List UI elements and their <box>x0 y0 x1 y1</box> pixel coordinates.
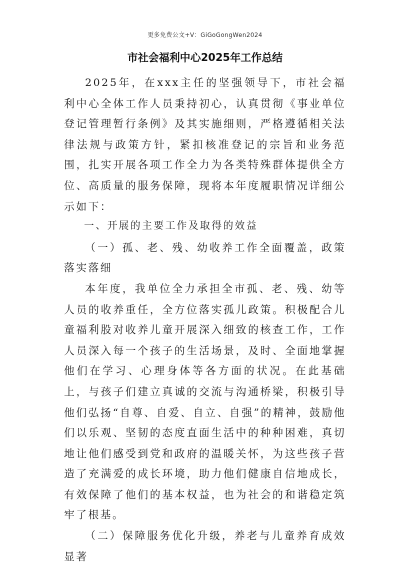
document-body <box>64 73 346 567</box>
section-heading: 一、开展的主要工作及取得的效益 <box>84 221 258 233</box>
intro-paragraph: 2025年，在xxx主任的坚强领导下，市社会福利中心全体工作人员秉持初心，认真贯彻《事业单位登记管理暂行条例》及其实施细则，严格遵循相关法律法规与政策方针，紧扣核准登记的宗旨和业务范围，扎实开展各项工作全力为各类特殊群体提供全方位、高质量的服务保障，现将本年度履职情况详细公示如下： <box>64 77 346 213</box>
subsection-heading-1: （一）孤、老、残、幼收养工作全面覆盖，政策落实落细 <box>64 241 346 275</box>
subsection-1-body: 本年度，我单位全力承担全市孤、老、残、幼等人员的收养重任，全方位落实孤儿政策。积极配合儿童福利股对收养儿童开展深入细致的核查工作，工作人员深入每一个孩子的生活场景，及时、全面地掌握他们在学习、心理身体等各方面的状况。在此基础上，与孩子们建立真诚的交流与沟通桥梁，积极引导他们弘扬“自尊、自爱、自立、自强”的精神，鼓励他们以乐观、坚韧的态度直面生活中的种种困难，真切地让他们感受到党和政府的温暖关怀，为这些孩子营造了充满爱的成长环境，助力他们健康自信地成长，有效保障了他们的基本权益，也为社会的和谐稳定筑牢了根基。 <box>64 282 346 522</box>
page-title: 市社会福利中心2025年工作总结 <box>127 52 283 64</box>
header-note: 更多免费公文+V：GiGoGongWen2024 <box>147 32 263 39</box>
subsection-heading-2: （二）保障服务优化升级，养老与儿童养育成效显著 <box>64 530 346 563</box>
